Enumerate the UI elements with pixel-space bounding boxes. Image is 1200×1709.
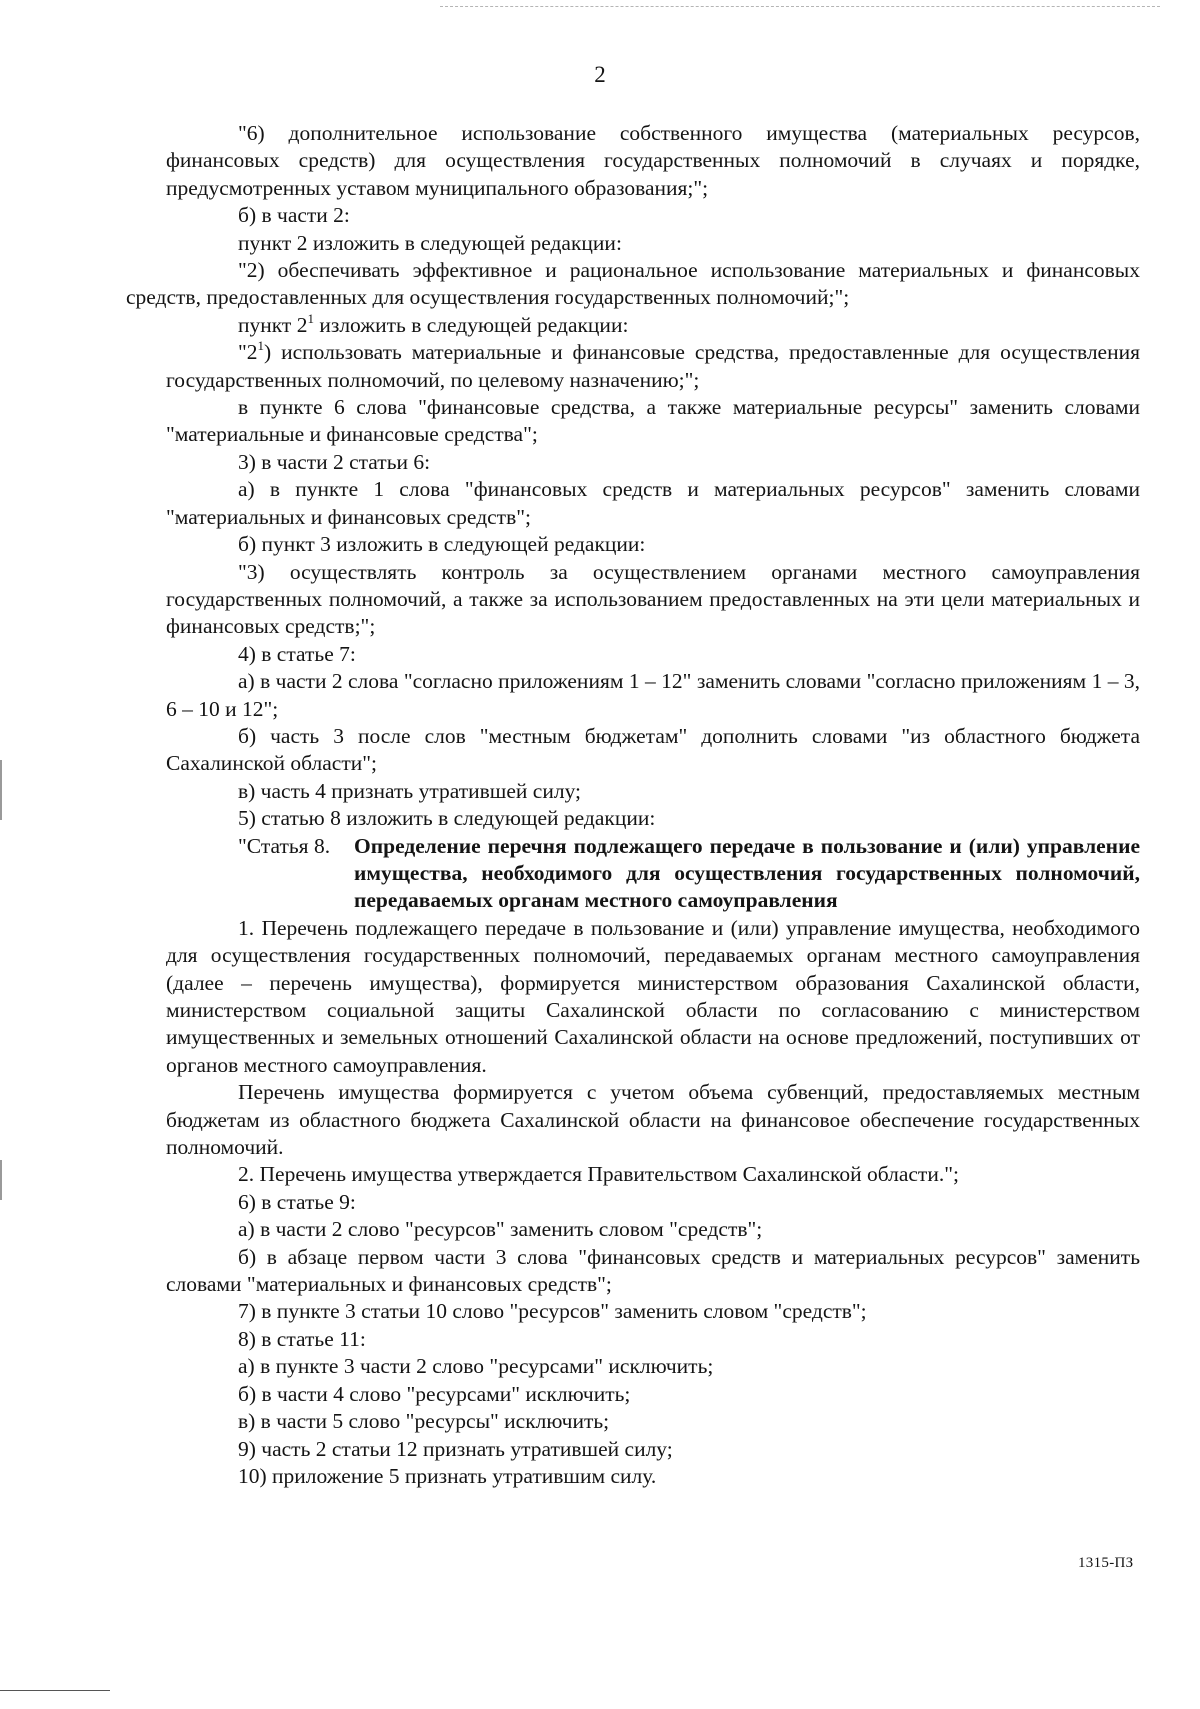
paragraph: 3) в части 2 статьи 6: <box>238 449 431 474</box>
paragraph: 2. Перечень имущества утверждается Правительством Сахалинской области."; <box>238 1162 959 1187</box>
paragraph: 7) в пункте 3 статьи 10 слово "ресурсов" заменить словом "средств"; <box>238 1299 867 1324</box>
paragraph: 8) в статье 11: <box>238 1326 366 1351</box>
paragraph: б) в части 2: <box>238 203 350 228</box>
scan-artifact-bottom-line <box>0 1690 110 1691</box>
superscript: 1 <box>257 338 265 354</box>
paragraph: 9) часть 2 статьи 12 признать утратившей силу; <box>238 1436 673 1461</box>
paragraph: "3) осуществлять контроль за осуществлением органами местного самоуправления государственных полномочий, а также за использованием предоставленных на эти цели материальных и финансовых средств;"; <box>166 559 1140 639</box>
paragraph: а) в пункте 1 слова "финансовых средств и материальных ресурсов" заменить словами "материальных и финансовых средств"; <box>166 477 1140 529</box>
document-code: 1315-ПЗ <box>1078 1555 1134 1571</box>
paragraph-text: пункт 2 <box>238 312 308 337</box>
paragraph: 6) в статье 9: <box>238 1189 356 1214</box>
paragraph: в) часть 4 признать утратившей силу; <box>238 778 582 803</box>
paragraph: б) часть 3 после слов "местным бюджетам" дополнить словами "из областного бюджета Сахалинской области"; <box>166 723 1140 776</box>
document-body <box>126 120 1140 1490</box>
paragraph: б) в части 4 слово "ресурсами" исключить; <box>238 1381 631 1406</box>
paragraph: б) в абзаце первом части 3 слова "финансовых средств и материальных ресурсов" заменить словами "материальных и финансовых средств"; <box>166 1244 1140 1297</box>
scan-artifact-left-mark <box>0 760 2 820</box>
paragraph <box>166 339 1140 394</box>
paragraph: 5) статью 8 изложить в следующей редакции: <box>238 806 656 831</box>
paragraph-text: ) использовать материальные и финансовые средства, предоставленные для осуществления государственных полномочий, по целевому назначению;"; <box>166 340 1140 392</box>
paragraph-text: "2 <box>238 340 258 365</box>
paragraph: "2) обеспечивать эффективное и рациональное использование материальных и финансовых средств, предоставленных для осуществления государственных полномочий;"; <box>126 258 1140 310</box>
paragraph: 4) в статье 7: <box>238 641 356 666</box>
paragraph: пункт 2 изложить в следующей редакции: <box>238 230 622 255</box>
paragraph: 10) приложение 5 признать утратившим силу. <box>238 1463 657 1488</box>
page-number: 2 <box>594 62 606 87</box>
paragraph: в) в части 5 слово "ресурсы" исключить; <box>238 1409 610 1434</box>
paragraph: а) в пункте 3 части 2 слово "ресурсами" исключить; <box>238 1354 714 1379</box>
paragraph-text: изложить в следующей редакции: <box>313 312 629 337</box>
paragraph <box>166 312 1140 339</box>
paragraph: 1. Перечень подлежащего передаче в пользование и (или) управление имущества, необходимого для осуществления государственных полномочий, передаваемых органам местного самоуправления (далее – перечень имущества), формируется министерством образования Сахалинской области, министерством социальной защиты Сахалинской области по согласованию с министерством имущественных и земельных отношений Сахалинской области на основе предложений, поступивших от органов местного самоуправления. <box>166 915 1140 1077</box>
superscript: 1 <box>307 310 314 326</box>
paragraph: а) в части 2 слова "согласно приложениям 1 – 12" заменить словами "согласно приложениям 1 – 3, 6 – 10 и 12"; <box>166 669 1140 721</box>
scan-artifact-left-mark <box>0 1160 2 1200</box>
paragraph: б) пункт 3 изложить в следующей редакции: <box>238 532 646 557</box>
paragraph: а) в части 2 слово "ресурсов" заменить словом "средств"; <box>238 1217 763 1242</box>
paragraph: Перечень имущества формируется с учетом объема субвенций, предоставляемых местным бюджетам из областного бюджета Сахалинской области на финансовое обеспечение государственных полномочий. <box>166 1080 1140 1160</box>
paragraph: "6) дополнительное использование собственного имущества (материальных ресурсов, финансовых средств) для осуществления государственных полномочий в случаях и порядке, предусмотренных уставом муниципального образования;"; <box>166 121 1140 200</box>
article-title: Определение перечня подлежащего передаче в пользование и (или) управление имущества, необходимого для осуществления государственных полномочий, передаваемых органам местного самоуправления <box>354 833 1140 913</box>
article-number: "Статья 8. <box>238 833 331 858</box>
scan-artifact-top-line <box>440 6 1160 8</box>
paragraph: в пункте 6 слова "финансовые средства, а также материальные ресурсы" заменить словами "материальные и финансовые средства"; <box>166 395 1140 447</box>
article-heading <box>166 833 1140 915</box>
